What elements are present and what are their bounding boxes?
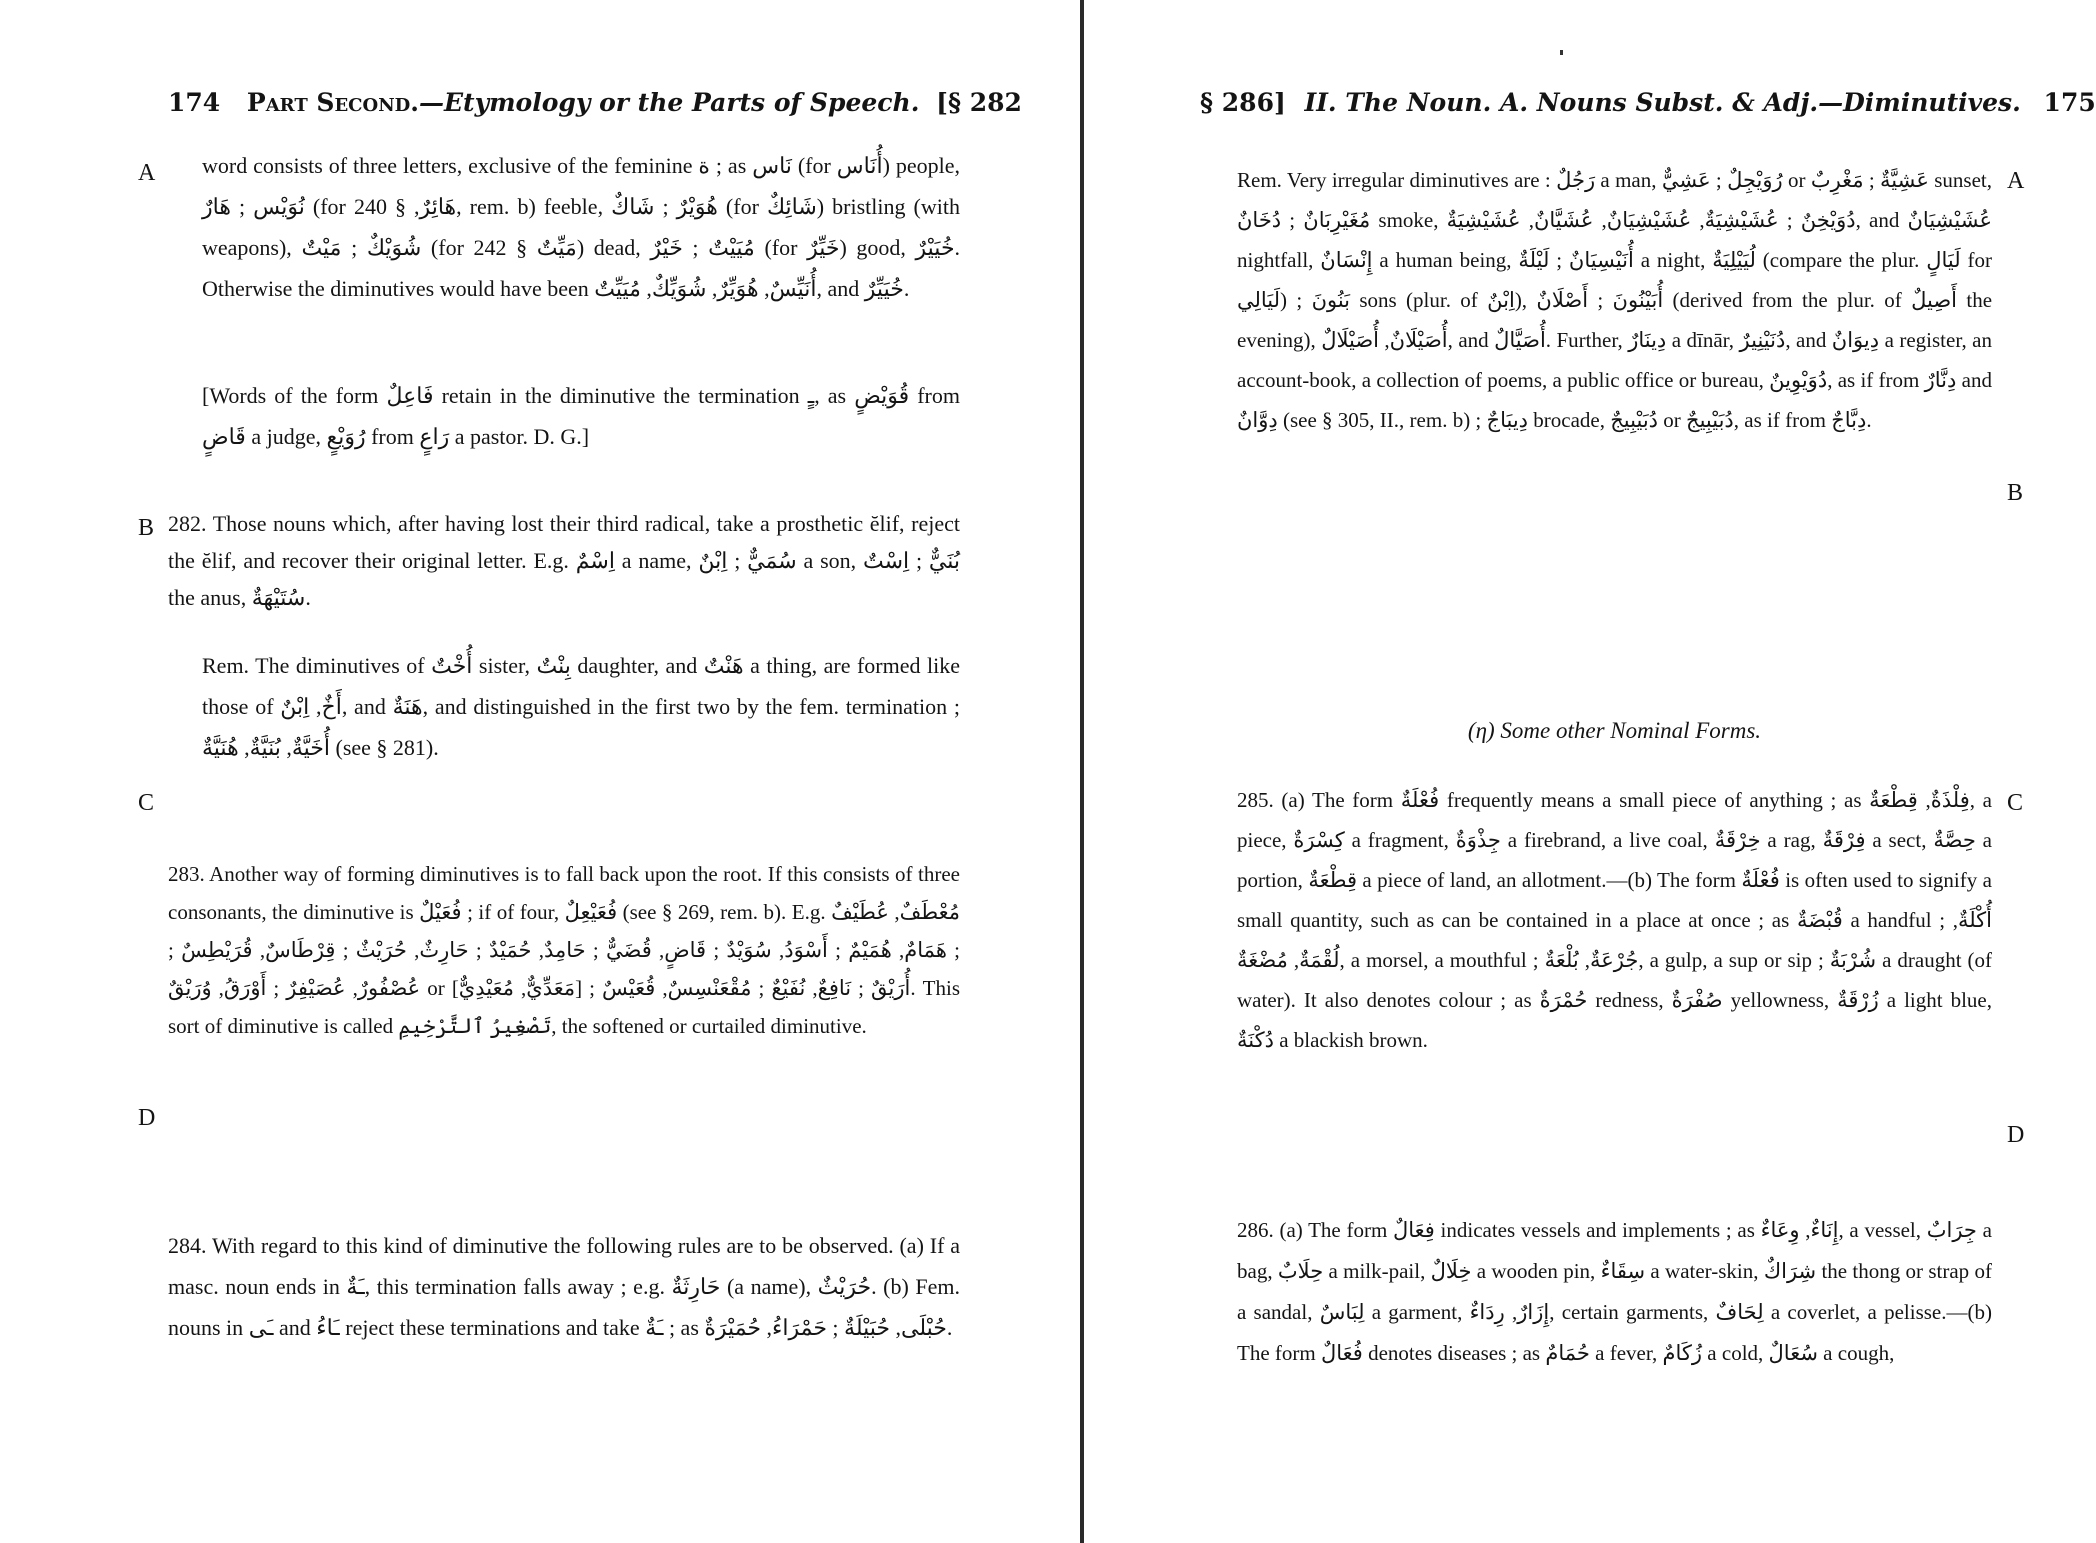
- remark-282-text: Rem. The diminutives of أُخْتٌ sister, بِنْتٌ daughter, and هَنْتٌ a thing, are formed like those of أَخٌ, اِبْنٌ, and هَنَةٌ, and distinguished in the first two by the fem. termination ; أُخَيَّةٌ, بُنَيَّةٌ, هُنَيَّةٌ (see § 281).: [202, 653, 961, 760]
- bracket-note: [202, 375, 960, 457]
- margin-marker-c: C: [2007, 790, 2024, 816]
- margin-marker-c: C: [138, 790, 155, 816]
- margin-marker-d: D: [2007, 1122, 2025, 1148]
- left-page-header: [168, 88, 1022, 117]
- section-285-text: 285. (a) The form فُعْلَةٌ frequently means a small piece of anything ; as فِلْذَةٌ, قِطْعَةٌ, a piece, كِسْرَةٌ a fragment, جِذْوَةٌ a firebrand, a live coal, خِرْقَةٌ a rag, فِرْقَةٌ a sect, حِصَّةٌ a portion, قِطْعَةٌ a piece of land, an allotment.—(b) The form فُعْلَةٌ is often used to signify a small quantity, such as can be contained in a place at once ; as قُبْضَةٌ a handful ; أُكْلَةٌ, لُقْمَةٌ, مُضْغَةٌ, a morsel, a mouthful ; جُرْعَةٌ, بُلْعَةٌ, a gulp, a sup or sip ; شُرْبَةٌ a draught (of water). It also denotes colour ; as حُمْرَةٌ redness, صُفْرَةٌ yellowness, زُرْقَةٌ a light blue, دُكْنَةٌ a blackish brown.: [1237, 788, 1992, 1052]
- paragraph-text: word consists of three letters, exclusive of the feminine ة ; as نَاس (for أُنَاس) people, نُوَيْس ; هَارٌ (for هَائِرٌ, § 240, rem. b) feeble, هُوَيْرٌ ; شَاكٌ (for شَائِكٌ) bristling (with weapons), شُوَيْكٌ ; مَيْتٌ (for مَيِّتٌ § 242) dead, مُيَيْتٌ ; خَيْرٌ (for خَيِّرٌ) good, خُيَيْرٌ. Otherwise the diminutives would have been أُنَيِّسٌ, هُوَيِّرٌ, شُوَيِّكٌ, مُيَيِّتٌ, and خُيَيِّرٌ.: [202, 153, 961, 301]
- left-page-number: 174: [168, 88, 221, 117]
- right-section-ref: § 286]: [1200, 88, 1286, 117]
- margin-marker-b: B: [138, 515, 155, 541]
- left-section-ref: [§ 282: [936, 88, 1022, 117]
- page-gutter: [1080, 0, 1084, 1543]
- section-283: [168, 855, 960, 1045]
- remark-irregular-text: Rem. Very irregular diminutives are : رَجُلٌ a man, رُوَيْجِلٌ ; عَشِيٌّ or عَشِيَّةٌ ; مَغْرِبٌ sunset, مُغَيْرِبَانٌ ; دُخَانٌ smoke, دُوَيْخِنٌ ; عُشَيْشِيَةٌ, عُشَيْشِيَانٌ, عُشَيَّانٌ, عُشَيْشِيَةٌ, and عُشَيْشِيَانٌ nightfall, إِنْسَانٌ a human being, أُنَيْسِيَانٌ ; لَيْلَةٌ a night, لُيَيْلِيَةٌ (compare the plur. لَيَالٍ for لَيَالِي) ; بَنُونَ sons (plur. of اِبْنٌ), أُبَيْنُونَ ; أَصْلَانٌ (derived from the plur. of أَصِيلٌ the evening), أُصَيْلَانٌ, أُصَيْلَالٌ, and أُصَيَّالٌ. Further, دِينَارٌ a dīnār, دُنَيْنِيرٌ, and دِيوَانٌ a register, an account-book, a collection of poems, a public office or bureau, دُوَيْوِينٌ, as if from دِنَّارٌ and دِوَّانٌ (see § 305, II., rem. b) ; دِيبَاجٌ brocade, دُبَيْبِيجٌ or دُبَيْبِيجٌ, as if from دِبَّاجٌ.: [1237, 168, 1993, 432]
- remark-irregular-diminutives: [1237, 160, 1992, 440]
- subheading: (η) Some other Nominal Forms.: [1467, 718, 1762, 743]
- remark-282: [202, 645, 960, 768]
- bracket-note-text: [Words of the form فَاعِلٌ retain in the diminutive the termination ـٍ, as قُوَيْضٍ from قَاضٍ a judge, رُوَيْعٍ from رَاعٍ a pastor. D. G.]: [202, 383, 960, 449]
- section-286: [1237, 1210, 1992, 1374]
- margin-marker-d: D: [138, 1105, 156, 1131]
- right-page-header: [1200, 88, 2096, 117]
- left-part-label: Part Second.: [246, 88, 419, 117]
- section-283-text: 283. Another way of forming diminutives is to fall back upon the root. If this consists of three consonants, the diminutive is فُعَيْلٌ ; if of four, فُعَيْعِلٌ (see § 269, rem. b). E.g. مُعْطَفٌ, عُطَيْفٌ ; هَمَامٌ, هُمَيْمٌ ; أَسْوَدُ, سُوَيْدٌ ; قَاضٍ, قُضَيٌّ ; حَامِدٌ, حُمَيْدٌ ; حَارِثٌ, حُرَيْثٌ ; قِرْطَاسٌ, قُرَيْطِسٌ ; عُصْفُورٌ, عُصَيْفِرٌ ; أَوْرَقُ, وُرَيْقٌ or أُرَيْقٌ ; نَافِعٌ, نُفَيْعٌ ; مُقْعَنْسِسٌ, قُعَيْسٌ ; [مَعَدِّيٌّ, مُعَيْدِيٌّ]. This sort of diminutive is called تَصْغِيرُ ٱلتَّرْخِيمِ, the softened or curtailed diminutive.: [168, 862, 961, 1038]
- left-running-title: —Etymology or the Parts of Speech.: [418, 88, 920, 117]
- section-286-text: 286. (a) The form فِعَالٌ indicates vessels and implements ; as إِنَاءٌ, وِعَاءٌ, a vessel, جِرَابٌ a bag, حِلَابٌ a milk-pail, خِلَالٌ a wooden pin, سِقَاءٌ a water-skin, شِرَاكٌ the thong or strap of a sandal, لِبَاسٌ a garment, إِزَارٌ, رِدَاءٌ, certain garments, لِحَافٌ a coverlet, a pelisse.—(b) The form فُعَالٌ denotes diseases ; as حُمَامٌ a fever, زُكَامٌ a cold, سُعَالٌ a cough,: [1237, 1218, 1992, 1365]
- section-282: [168, 505, 960, 616]
- right-page-number: 175: [2043, 88, 2096, 117]
- section-282-text: 282. Those nouns which, after having lost their third radical, take a prosthetic ĕlif, reject the ĕlif, and recover their original letter. E.g. اِسْمٌ a name, سُمَيٌّ ; اِبْنٌ a son, بُنَيٌّ ; اِسْتٌ the anus, سُتَيْهَةٌ.: [168, 511, 961, 610]
- margin-marker-a: A: [2007, 168, 2025, 194]
- margin-marker-b: B: [2007, 480, 2024, 506]
- margin-marker-a: A: [138, 160, 156, 186]
- right-page: [1085, 0, 2096, 1543]
- section-284-text: 284. With regard to this kind of diminutive the following rules are to be observed. (a) If a masc. noun ends in ـَةٌ, this termination falls away ; e.g. حَارِثَةٌ (a name), حُرَيْثٌ. (b) Fem. nouns in ـَى and ـَاءُ reject these terminations and take ـَةٌ ; as حُبْلَى, حُبَيْلَةٌ ; حَمْرَاءُ, حُمَيْرَةٌ.: [168, 1233, 961, 1340]
- paragraph-continuation: [202, 145, 960, 309]
- section-284: [168, 1225, 960, 1348]
- right-running-title: II. The Noun. A. Nouns Subst. & Adj.—Diminutives.: [1304, 88, 2021, 117]
- section-285: [1237, 780, 1992, 1060]
